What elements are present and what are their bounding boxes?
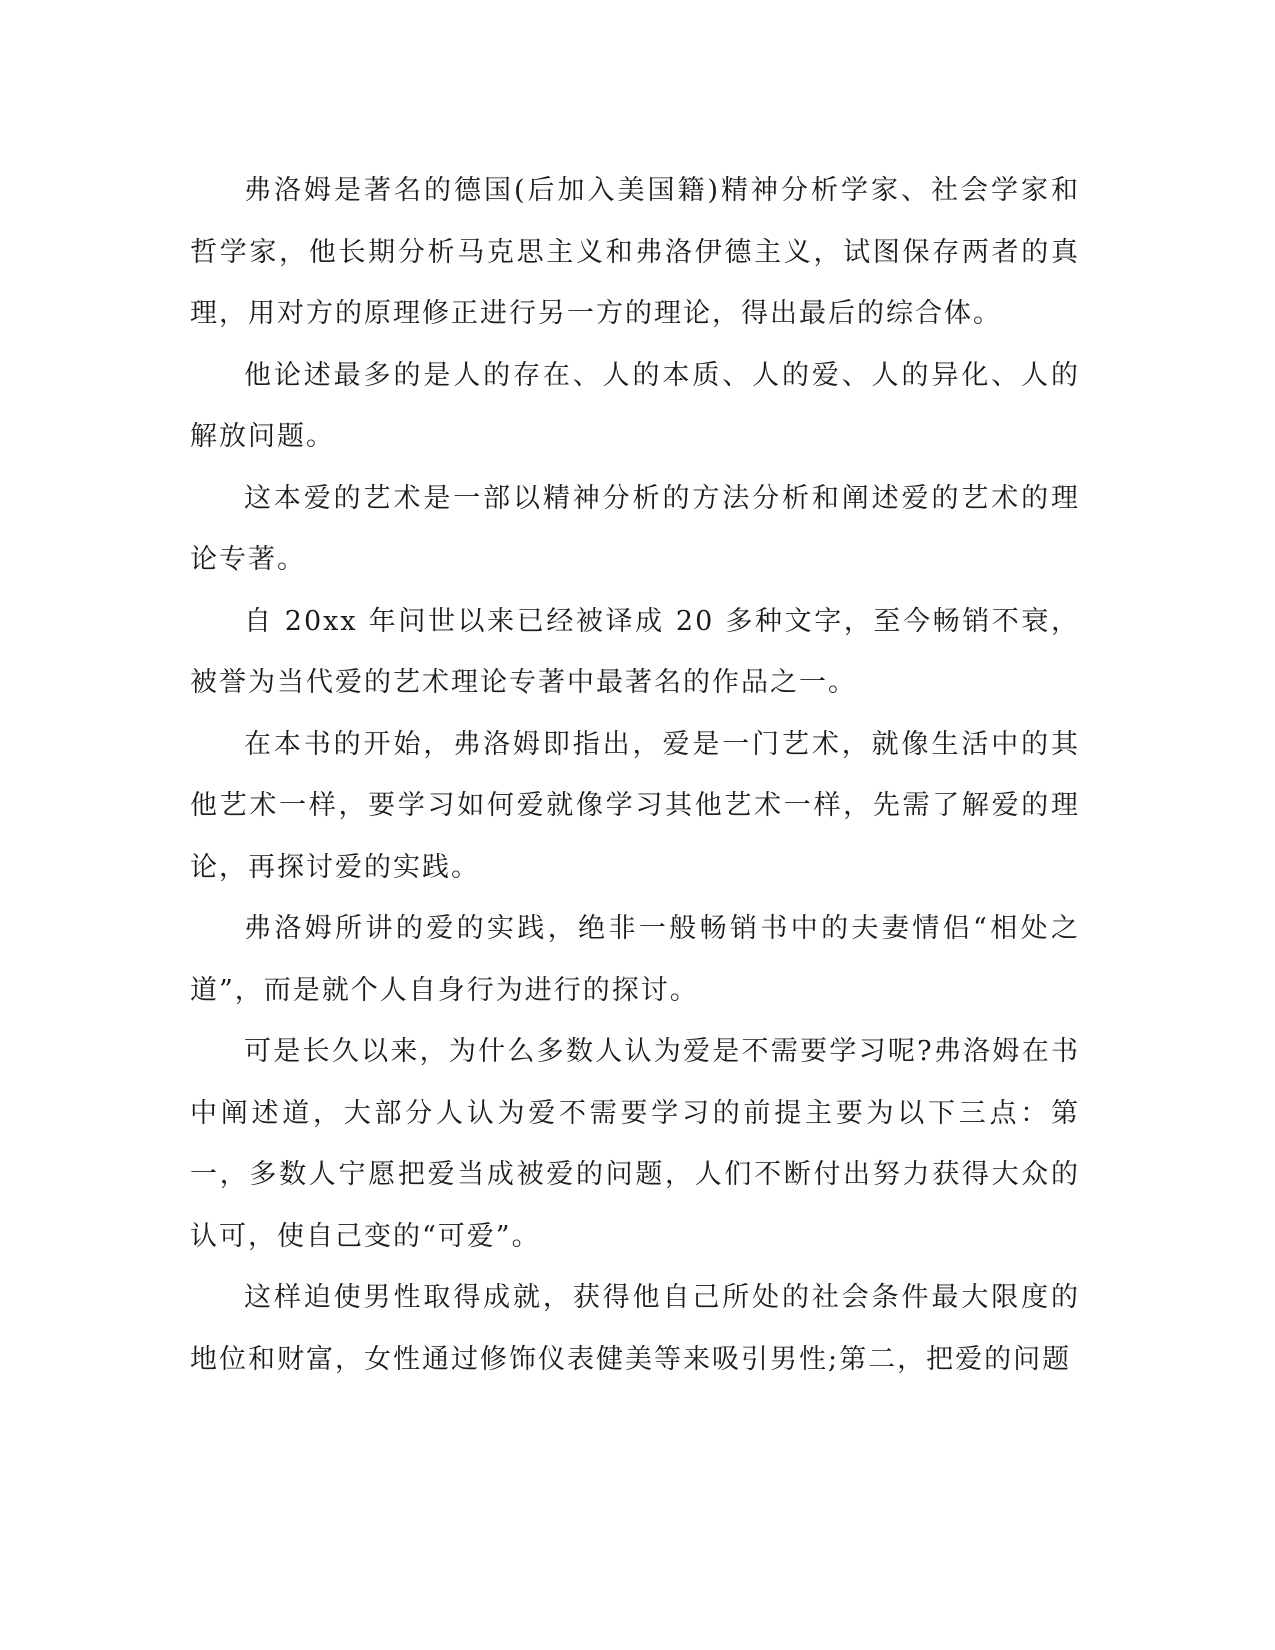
paragraph-5: 在本书的开始，弗洛姆即指出，爱是一门艺术，就像生活中的其他艺术一样，要学习如何爱就像学习其他艺术一样，先需了解爱的理论，再探讨爱的实践。 xyxy=(190,728,1080,883)
paragraph-2: 他论述最多的是人的存在、人的本质、人的爱、人的异化、人的解放问题。 xyxy=(190,359,1080,452)
paragraph-4: 自 20xx 年问世以来已经被译成 20 多种文字，至今畅销不衰，被誉为当代爱的艺术理论专著中最著名的作品之一。 xyxy=(190,605,1080,698)
paragraph-1: 弗洛姆是著名的德国(后加入美国籍)精神分析学家、社会学家和哲学家，他长期分析马克思主义和弗洛伊德主义，试图保存两者的真理，用对方的原理修正进行另一方的理论，得出最后的综合体。 xyxy=(190,175,1080,329)
paragraph-8: 这样迫使男性取得成就，获得他自己所处的社会条件最大限度的地位和财富，女性通过修饰仪表健美等来吸引男性;第二，把爱的问题 xyxy=(190,1282,1080,1375)
paragraph-7: 可是长久以来，为什么多数人认为爱是不需要学习呢?弗洛姆在书中阐述道，大部分人认为爱不需要学习的前提主要为以下三点：第一，多数人宁愿把爱当成被爱的问题，人们不断付出努力获得大众的认可，使自己变的“可爱”。 xyxy=(190,1036,1080,1252)
body-text xyxy=(190,160,1080,1390)
paragraph-3: 这本爱的艺术是一部以精神分析的方法分析和阐述爱的艺术的理论专著。 xyxy=(190,482,1080,575)
paragraph-6: 弗洛姆所讲的爱的实践，绝非一般畅销书中的夫妻情侣“相处之道”，而是就个人自身行为进行的探讨。 xyxy=(190,913,1080,1006)
